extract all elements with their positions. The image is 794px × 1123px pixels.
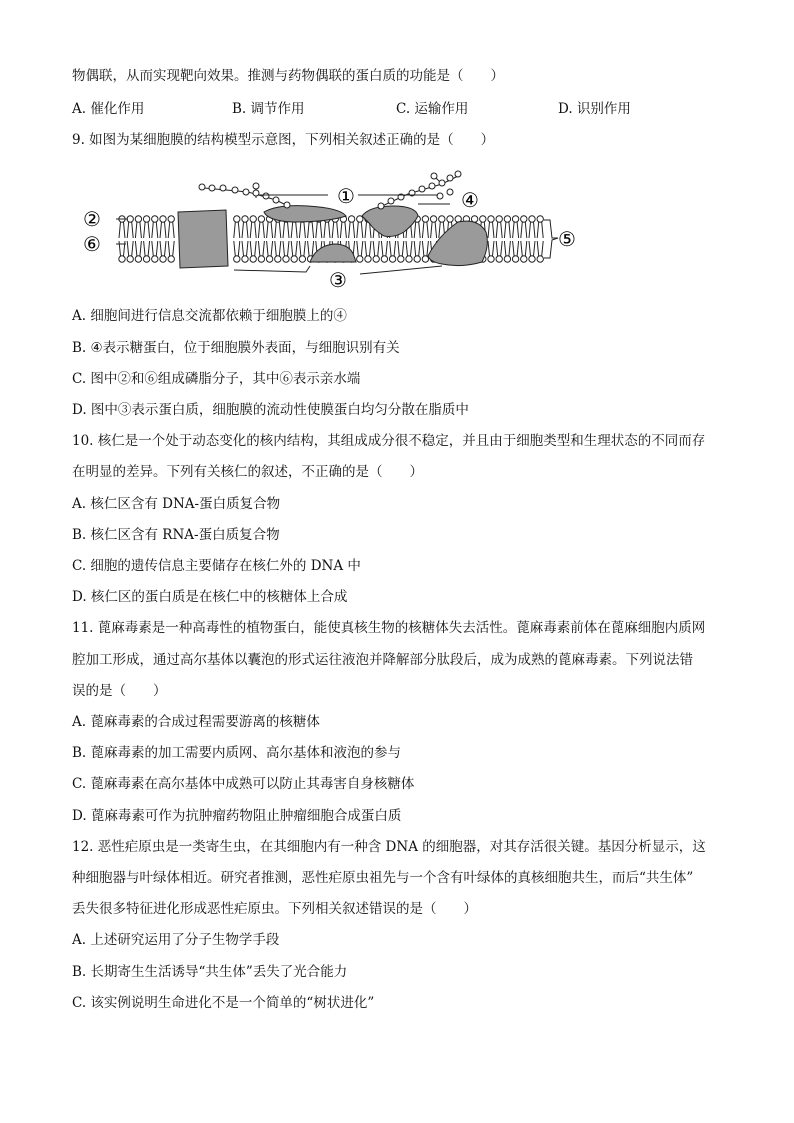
phospholipid-tail [299, 222, 305, 238]
phospholipid-tail [422, 222, 428, 238]
phospholipid-head [504, 256, 510, 262]
q12-stem-line3: 丢失很多特征进化形成恶性疟原虫。下列相关叙述错误的是（ ） [72, 901, 477, 917]
phospholipid-tail [119, 241, 125, 256]
phospholipid-head [152, 216, 158, 222]
q10-option-d: D. 核仁区的蛋白质是在核仁中的核糖体上合成 [72, 589, 348, 605]
phospholipid-head [135, 216, 141, 222]
phospholipid-tail [275, 222, 281, 238]
q11-stem-line1: 11. 蓖麻毒素是一种高毒性的植物蛋白，能使真核生物的核糖体失去活性。蓖麻毒素前体在蓖麻细胞内质网 [72, 620, 706, 636]
phospholipid-tail [422, 241, 428, 256]
q12-stem-line1: 12. 恶性疟原虫是一类寄生虫，在其细胞内有一种含 DNA 的细胞器，对其存活很关键。基因分析显示，这 [72, 839, 706, 855]
q9-option-a: A. 细胞间进行信息交流都依赖于细胞膜上的④ [72, 308, 347, 324]
phospholipid-tail [168, 222, 174, 238]
label-5: ⑤ [558, 227, 576, 251]
phospholipid-head [275, 256, 281, 262]
phospholipid-head [496, 256, 502, 262]
phospholipid-tail [267, 222, 273, 238]
phospholipid-tail [135, 222, 141, 238]
phospholipid-head [242, 256, 248, 262]
phospholipid-tail [365, 241, 371, 256]
phospholipid-head [250, 256, 256, 262]
surface-protein [264, 206, 346, 222]
q8-option-c: C. 运输作用 [396, 101, 469, 117]
phospholipid-head [357, 256, 363, 262]
phospholipid-tail [496, 222, 502, 238]
phospholipid-head [143, 216, 149, 222]
q11-option-c: C. 蓖麻毒素在高尔基体中成熟可以防止其毒害自身核糖体 [72, 776, 415, 792]
phospholipid-head [258, 216, 264, 222]
phospholipid-tail [250, 241, 256, 256]
phospholipid-tail [275, 241, 281, 256]
phospholipid-head [430, 216, 436, 222]
phospholipid-head [488, 256, 494, 262]
phospholipid-head [168, 256, 174, 262]
phospholipid-tail [537, 241, 543, 256]
phospholipid-tail [521, 222, 527, 238]
q9-option-b: B. ④表示糖蛋白，位于细胞膜外表面，与细胞识别有关 [72, 340, 400, 356]
q12-option-c: C. 该实例说明生命进化不是一个简单的“树状进化” [72, 995, 375, 1011]
phospholipid-tail [242, 241, 248, 256]
q9-stem: 9. 如图为某细胞膜的结构模型示意图，下列相关叙述正确的是（ ） [72, 132, 495, 148]
phospholipid-tail [152, 241, 158, 256]
phospholipid-tail [324, 222, 330, 238]
phospholipid-head [258, 256, 264, 262]
phospholipid-tail [267, 241, 273, 256]
phospholipid-tail [258, 241, 264, 256]
phospholipid-head [135, 256, 141, 262]
phospholipid-head [488, 216, 494, 222]
phospholipid-head [439, 216, 445, 222]
phospholipid-head [422, 216, 428, 222]
q12-option-a: A. 上述研究运用了分子生物学手段 [72, 932, 280, 948]
phospholipid-head [512, 256, 518, 262]
phospholipid-head [348, 216, 354, 222]
phospholipid-tail [234, 222, 240, 238]
label-4: ④ [461, 188, 479, 212]
phospholipid-tail [144, 222, 150, 238]
phospholipid-tail [521, 241, 527, 256]
phospholipid-tail [258, 222, 264, 238]
label-1: ① [337, 184, 355, 208]
phospholipid-head [398, 256, 404, 262]
phospholipid-tail [283, 222, 289, 238]
phospholipid-head [414, 256, 420, 262]
phospholipid-head [512, 216, 518, 222]
phospholipid-head [422, 256, 428, 262]
phospholipid-tail [291, 222, 297, 238]
phospholipid-tail [127, 222, 133, 238]
phospholipid-tail [529, 222, 535, 238]
phospholipid-head [127, 256, 133, 262]
q10-option-c: C. 细胞的遗传信息主要储存在核仁外的 DNA 中 [72, 558, 361, 574]
q8-stem-tail: 物偶联，从而实现靶向效果。推测与药物偶联的蛋白质的功能是（ ） [72, 68, 504, 84]
phospholipid-head [250, 216, 256, 222]
q12-stem-line2: 种细胞器与叶绿体相近。研究者推测，恶性疟原虫祖先与一个含有叶绿体的真核细胞共生，而后“共生体” [72, 870, 694, 886]
q8-option-a: A. 催化作用 [72, 101, 145, 117]
phospholipid-tail [349, 222, 355, 238]
phospholipid-head [529, 216, 535, 222]
q10-option-a: A. 核仁区含有 DNA-蛋白质复合物 [72, 496, 281, 512]
q10-stem-line2: 在明显的差异。下列有关核仁的叙述，不正确的是（ ） [72, 464, 423, 480]
phospholipid-tail [357, 222, 363, 238]
q11-option-a: A. 蓖麻毒素的合成过程需要游离的核糖体 [72, 714, 320, 730]
phospholipid-head [143, 256, 149, 262]
phospholipid-tail [373, 241, 379, 256]
phospholipid-head [242, 216, 248, 222]
phospholipid-head [529, 256, 535, 262]
phospholipid-head [373, 256, 379, 262]
label-2: ② [83, 207, 101, 231]
phospholipid-head [283, 256, 289, 262]
q8-option-b: B. 调节作用 [232, 101, 305, 117]
phospholipid-tail [398, 241, 404, 256]
phospholipid-tail [357, 241, 363, 256]
phospholipid-tail [513, 241, 519, 256]
phospholipid-tail [406, 241, 412, 256]
phospholipid-head [291, 256, 297, 262]
phospholipid-tail [160, 241, 166, 256]
phospholipid-tail [160, 222, 166, 238]
label-3: ③ [329, 268, 347, 292]
transmembrane-protein [178, 210, 228, 268]
phospholipid-head [447, 216, 453, 222]
phospholipid-tail [513, 222, 519, 238]
sugar-chain-right [378, 171, 461, 209]
phospholipid-tail [127, 241, 133, 256]
cell-membrane-diagram [78, 166, 588, 294]
phospholipid-tail [135, 241, 141, 256]
q11-stem-line2: 腔加工形成，通过高尔基体以囊泡的形式运往液泡并降解部分肽段后，成为成熟的蓖麻毒素。下列说法错 [72, 652, 693, 668]
phospholipid-tail [144, 241, 150, 256]
phospholipid-head [299, 256, 305, 262]
phospholipid-head [119, 256, 125, 262]
phospholipid-head [234, 216, 240, 222]
phospholipid-tail [414, 222, 420, 238]
phospholipid-tail [242, 222, 248, 238]
q12-option-b: B. 长期寄生生活诱导“共生体”丢失了光合能力 [72, 964, 348, 980]
phospholipid-tail [488, 241, 494, 256]
phospholipid-tail [431, 222, 437, 238]
q11-stem-line3: 误的是（ ） [72, 683, 167, 699]
phospholipid-tail [496, 241, 502, 256]
phospholipid-tail [152, 222, 158, 238]
phospholipid-tail [119, 222, 125, 238]
phospholipid-head [521, 216, 527, 222]
phospholipid-head [381, 256, 387, 262]
phospholipid-head [537, 256, 543, 262]
phospholipid-head [389, 256, 395, 262]
q10-stem-line1: 10. 核仁是一个处于动态变化的核内结构，其组成成分很不稳定，并且由于细胞类型和生理状态的不同而存 [72, 433, 706, 449]
phospholipid-tail [299, 241, 305, 256]
phospholipid-tail [283, 241, 289, 256]
phospholipid-tail [250, 222, 256, 238]
phospholipid-head [365, 256, 371, 262]
phospholipid-head [266, 256, 272, 262]
phospholipid-head [504, 216, 510, 222]
phospholipid-head [152, 256, 158, 262]
phospholipid-head [160, 256, 166, 262]
q11-option-d: D. 蓖麻毒素可作为抗肿瘤药物阻止肿瘤细胞合成蛋白质 [72, 808, 402, 824]
phospholipid-head [406, 256, 412, 262]
phospholipid-head [496, 216, 502, 222]
q10-option-b: B. 核仁区含有 RNA-蛋白质复合物 [72, 527, 280, 543]
phospholipid-head [521, 256, 527, 262]
phospholipid-tail [537, 222, 543, 238]
phospholipid-tail [381, 241, 387, 256]
phospholipid-tail [504, 241, 510, 256]
phospholipid-tail [488, 222, 494, 238]
phospholipid-head [480, 216, 486, 222]
phospholipid-head [357, 216, 363, 222]
q9-option-c: C. 图中②和⑥组成磷脂分子，其中⑥表示亲水端 [72, 371, 361, 387]
q9-option-d: D. 图中③表示蛋白质，细胞膜的流动性使膜蛋白均匀分散在脂质中 [72, 402, 469, 418]
phospholipid-tail [340, 222, 346, 238]
phospholipid-head [537, 216, 543, 222]
phospholipid-head [168, 216, 174, 222]
phospholipid-tail [529, 241, 535, 256]
inner-protein-right [428, 221, 487, 265]
phospholipid-tail [168, 241, 174, 256]
q8-option-d: D. 识别作用 [558, 101, 631, 117]
phospholipid-head [160, 216, 166, 222]
phospholipid-tail [332, 222, 338, 238]
phospholipid-tail [504, 222, 510, 238]
phospholipid-tail [308, 241, 314, 256]
phospholipid-tail [291, 241, 297, 256]
phospholipid-tail [390, 241, 396, 256]
phospholipid-tail [234, 241, 240, 256]
phospholipid-tail [414, 241, 420, 256]
phospholipid-tail [308, 222, 314, 238]
phospholipid-head [234, 256, 240, 262]
phospholipid-tail [316, 222, 322, 238]
label-6: ⑥ [83, 232, 101, 256]
q11-option-b: B. 蓖麻毒素的加工需要内质网、高尔基体和液泡的参与 [72, 745, 402, 761]
